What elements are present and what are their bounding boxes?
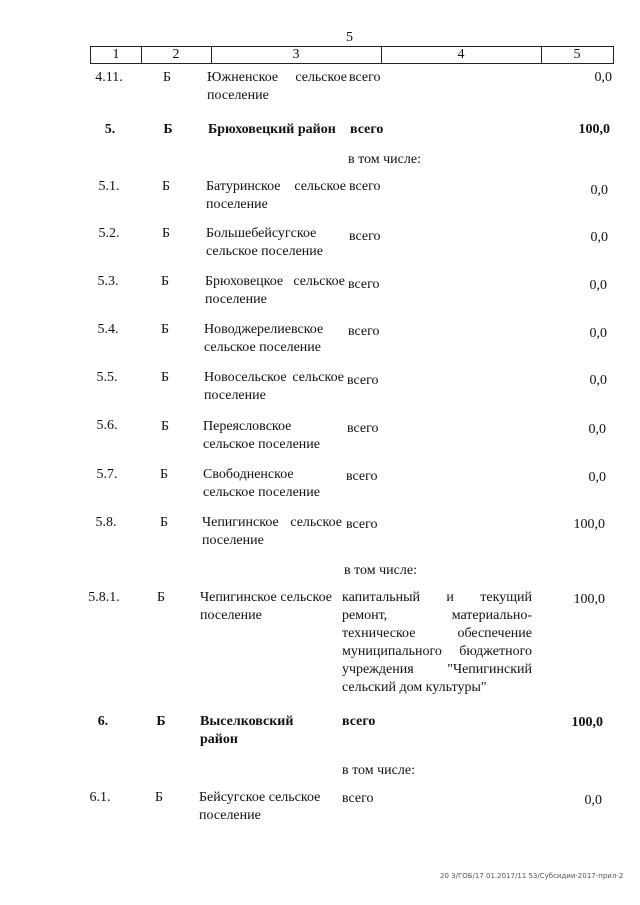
row-name: Новосельское сельское поселение — [204, 370, 344, 403]
row-value: 0,0 — [594, 70, 612, 85]
row-type: Б — [161, 226, 171, 241]
row-kind: всего — [346, 517, 378, 532]
row-type: Б — [156, 590, 166, 605]
row-name: Выселковский район — [200, 714, 294, 747]
row-name: Южненское сельское поселение — [207, 70, 347, 103]
row-kind: всего — [348, 277, 380, 292]
header-cell: 3 — [211, 47, 382, 63]
row-value: 0,0 — [589, 278, 607, 293]
row-id: 5.6. — [96, 418, 118, 433]
row-id: 5.7. — [96, 467, 118, 482]
row-kind: всего — [348, 324, 380, 339]
row-value: 0,0 — [588, 470, 606, 485]
row-kind: капитальный и текущий ремонт, материально-техническое обеспечение муниципального бюджетного учреждения "Чепигинский сельский дом культуры" — [342, 590, 532, 695]
row-value: 100,0 — [571, 715, 603, 730]
row-kind: всего — [347, 421, 379, 436]
row-value: 0,0 — [590, 183, 608, 198]
row-type: Б — [160, 419, 170, 434]
row-type: Б — [163, 122, 173, 137]
row-value: 0,0 — [584, 793, 602, 808]
header-cell: 1 — [91, 47, 142, 63]
row-name: Брюховецкий район — [208, 122, 336, 137]
row-type: Б — [161, 179, 171, 194]
row-type: Б — [160, 370, 170, 385]
row-kind: всего — [349, 70, 381, 85]
row-id: 6. — [97, 714, 109, 729]
row-name: Чепигинское сельское поселение — [202, 515, 342, 548]
note-including: в том числе: — [344, 563, 417, 578]
row-value: 0,0 — [590, 230, 608, 245]
row-name: Батуринское сельское поселение — [206, 179, 346, 212]
row-type: Б — [159, 515, 169, 530]
row-id: 5.3. — [97, 274, 119, 289]
row-name: Переясловское сельское поселение — [203, 419, 320, 452]
row-id: 5.1. — [98, 179, 120, 194]
row-type: Б — [154, 790, 164, 805]
row-type: Б — [156, 714, 166, 729]
header-cell: 5 — [573, 47, 581, 62]
row-value: 0,0 — [588, 422, 606, 437]
row-type: Б — [160, 274, 170, 289]
table-header — [90, 46, 614, 64]
header-cell: 4 — [381, 47, 542, 63]
row-id: 5.4. — [97, 322, 119, 337]
row-type: Б — [160, 322, 170, 337]
row-kind: всего — [349, 179, 381, 194]
row-value: 100,0 — [573, 592, 605, 607]
note-including: в том числе: — [342, 763, 415, 778]
row-id: 5.2. — [98, 226, 120, 241]
row-name: Чепигинское сельское поселение — [200, 590, 332, 623]
row-type: Б — [159, 467, 169, 482]
header-cell: 2 — [141, 47, 212, 63]
note-including: в том числе: — [348, 152, 421, 167]
row-name: Брюховецкое сельское поселение — [205, 274, 345, 307]
row-name: Свободненское сельское поселение — [203, 467, 320, 500]
row-id: 5.8.1. — [88, 590, 120, 605]
row-id: 5.5. — [96, 370, 118, 385]
page-number: 5 — [346, 30, 353, 45]
row-name: Новоджерелиевское сельское поселение — [204, 322, 324, 355]
row-id: 5. — [104, 122, 116, 137]
row-id: 6.1. — [89, 790, 111, 805]
row-kind: всего — [342, 791, 374, 806]
row-value: 100,0 — [578, 122, 610, 137]
row-value: 100,0 — [573, 517, 605, 532]
row-kind: всего — [349, 229, 381, 244]
row-id: 5.8. — [95, 515, 117, 530]
row-value: 0,0 — [589, 326, 607, 341]
row-kind: всего — [350, 122, 384, 137]
row-name: Бейсугское сельское поселение — [199, 790, 321, 823]
row-name: Большебейсугское сельское поселение — [206, 226, 323, 259]
row-id: 4.11. — [95, 70, 123, 85]
row-kind: всего — [342, 714, 376, 729]
row-kind: всего — [346, 469, 378, 484]
document-footer: 20 3/ГОБ/17 01.2017/11 53/Субсидии-2017-прил-2 — [440, 872, 624, 880]
row-value: 0,0 — [589, 373, 607, 388]
row-type: Б — [162, 70, 172, 85]
row-kind: всего — [347, 373, 379, 388]
